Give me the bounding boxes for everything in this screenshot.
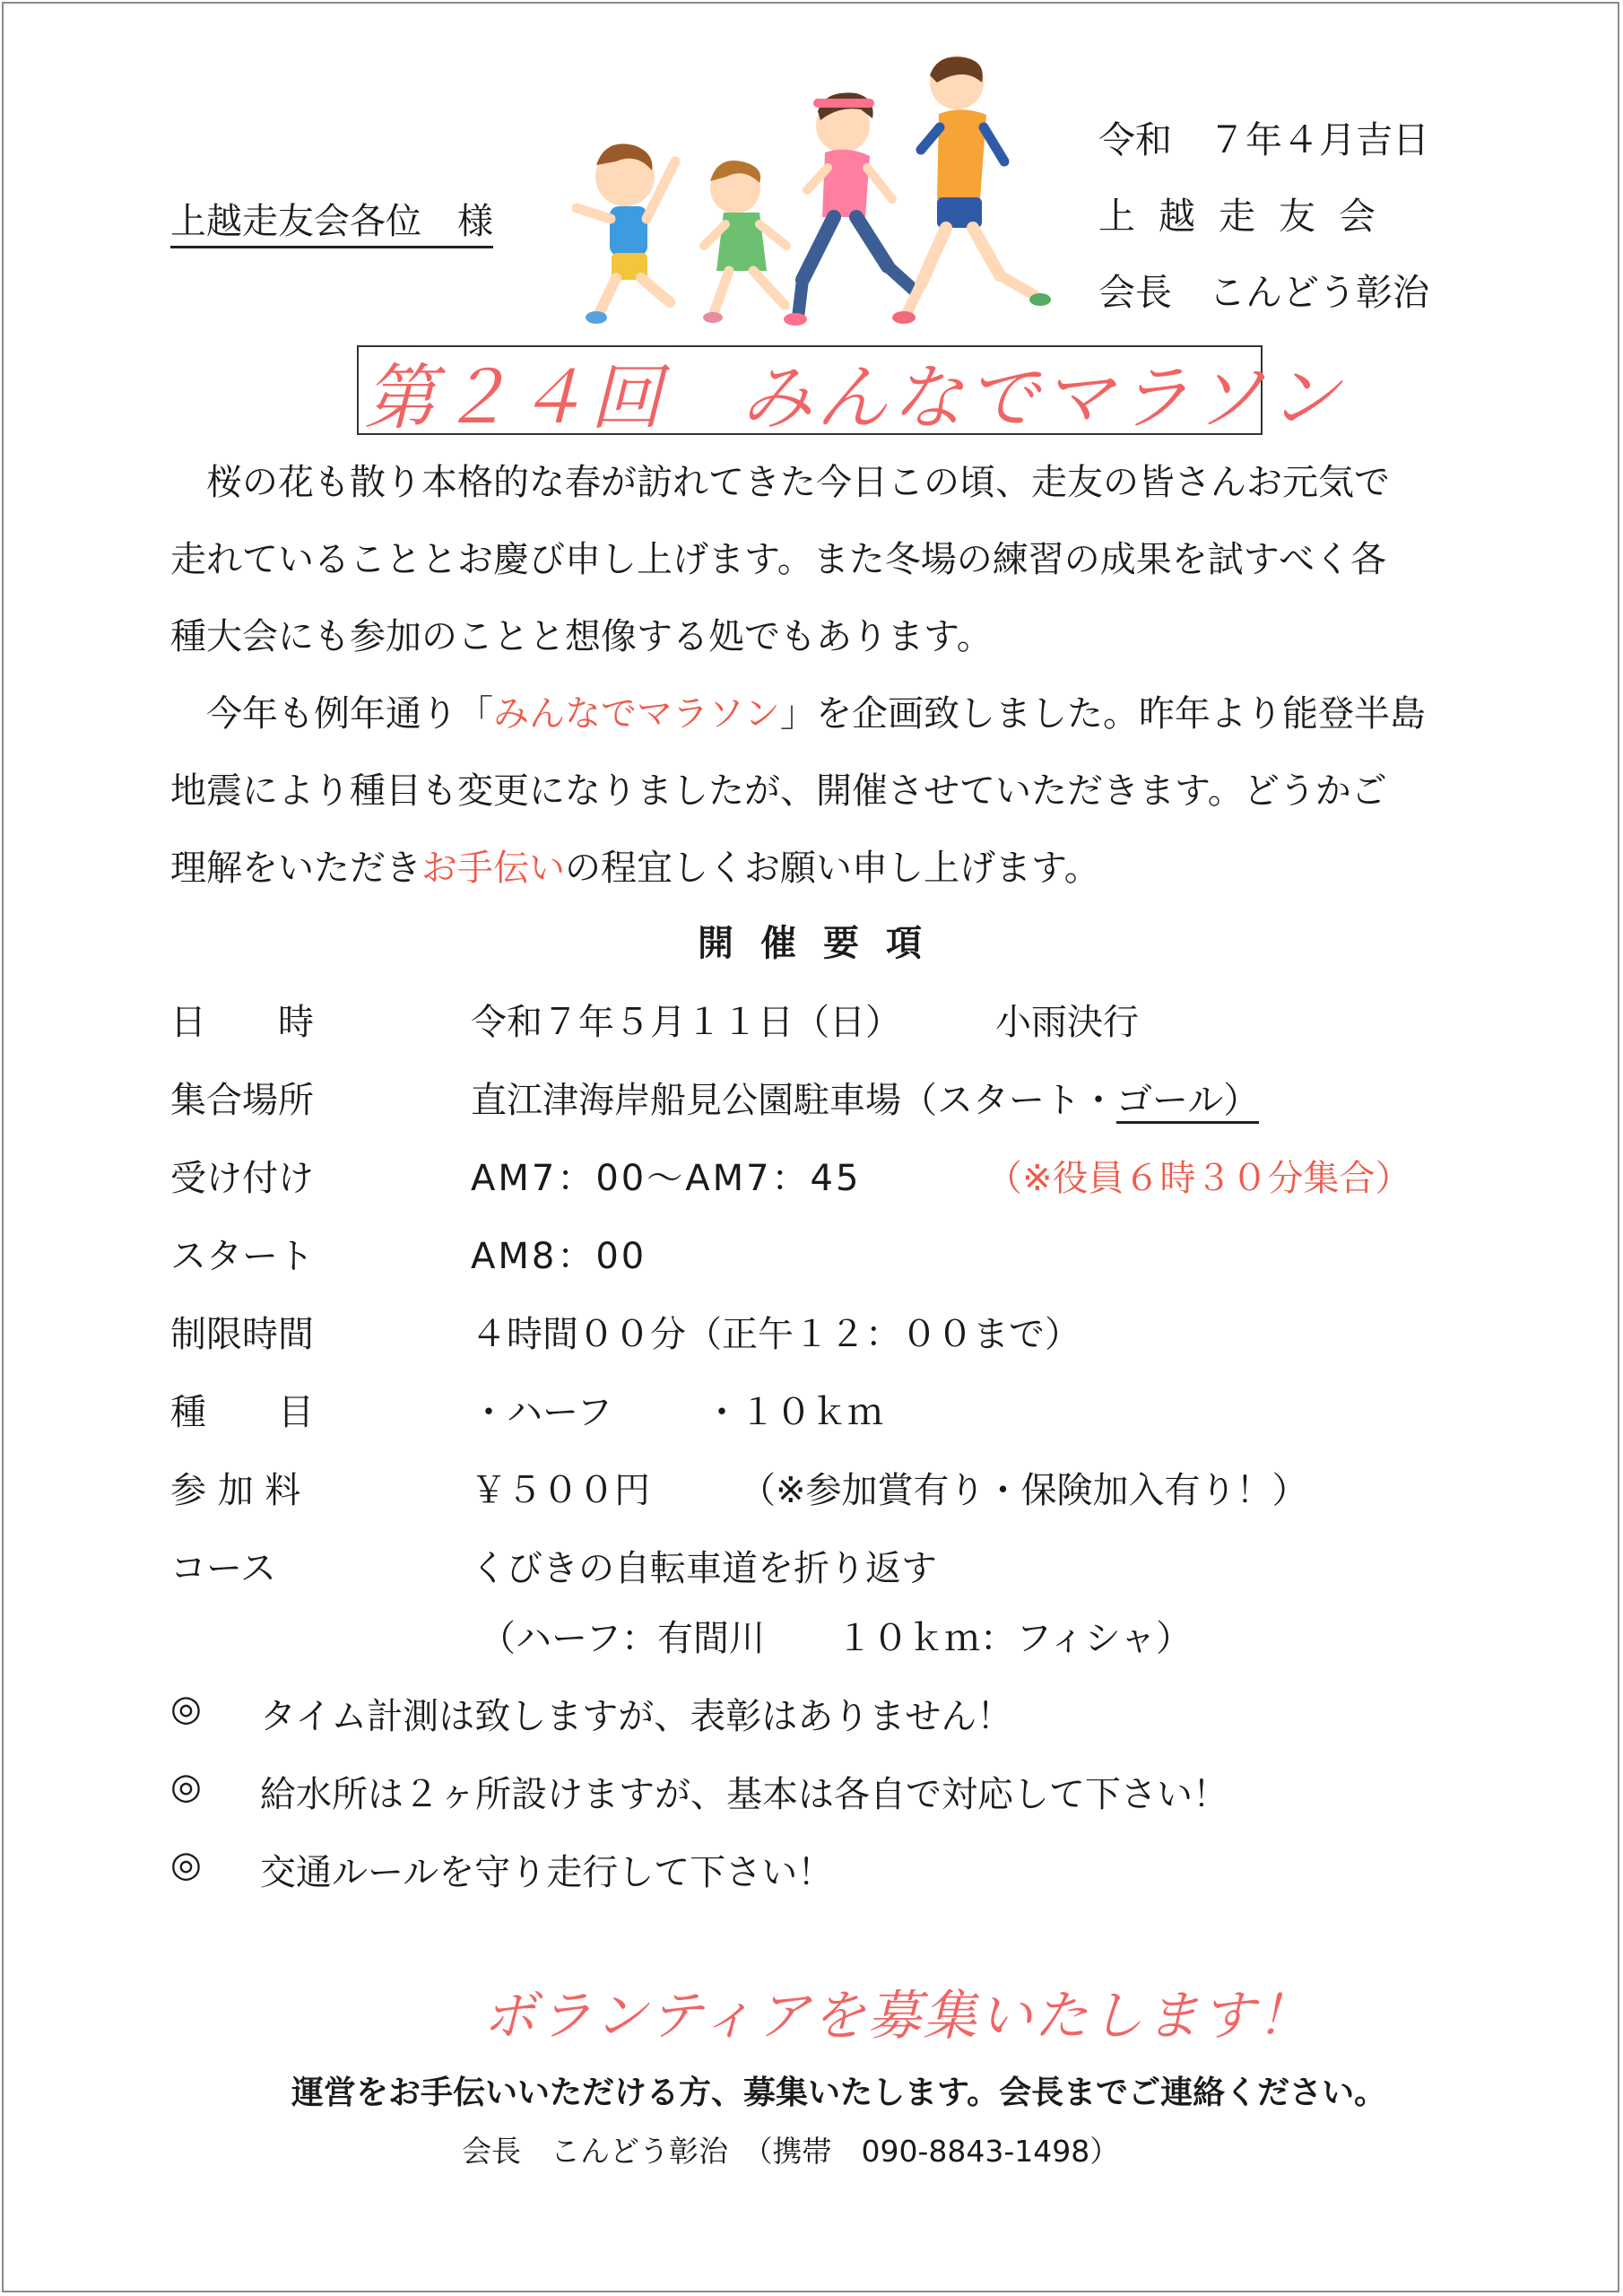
fee-label: 参 加 料 xyxy=(170,1470,301,1511)
event-title: 第２４回 みんなでマラソン xyxy=(364,356,1343,439)
reception-note: （※役員６時３０分集合） xyxy=(986,1158,1411,1199)
intro-p2-text: 今年も例年通り「 xyxy=(206,693,493,735)
limit-value: ４時間００分（正午１２：００まで） xyxy=(471,1314,1081,1355)
note-item xyxy=(170,1766,1228,1815)
start-value: AM8：00 xyxy=(471,1236,647,1277)
organization-name: 上越走友会 xyxy=(1098,195,1399,238)
runner-woman xyxy=(784,92,915,326)
note-mark-icon: ◎ xyxy=(170,1688,202,1729)
intro-p2-text: 」を企画致しました。昨年より能登半島 xyxy=(780,693,1426,735)
intro-p2-text: の程宜しくお願い申し上げます。 xyxy=(565,848,1100,889)
course-value: くびきの自転車道を折り返す xyxy=(471,1548,937,1589)
note-mark-icon: ◎ xyxy=(170,1844,202,1885)
runner-boy xyxy=(577,144,675,324)
note-item xyxy=(170,1844,834,1893)
contact-info: 会長 こんどう彰治 （携帯 090-8843-1498） xyxy=(462,2134,1120,2169)
date-value: 令和７年５月１１日（日） xyxy=(471,1002,901,1043)
note-mark-icon: ◎ xyxy=(170,1766,202,1807)
runner-girl xyxy=(703,161,786,323)
reception-value: AM7：00～AM7：45 xyxy=(471,1158,862,1199)
place-goal: ゴール） xyxy=(1116,1080,1259,1124)
note-text: 交通ルールを守り走行して下さい！ xyxy=(260,1852,834,1893)
course-sub: （ハーフ：有間川 １０ｋｍ：フィシャ） xyxy=(480,1618,1192,1659)
event-label: 種 目 xyxy=(170,1392,314,1433)
course-label: コース xyxy=(170,1548,276,1589)
intro-help-text: お手伝い xyxy=(421,848,565,889)
volunteer-heading: ボランティアを募集いたします！ xyxy=(482,1985,1313,2048)
place-label: 集合場所 xyxy=(170,1080,314,1121)
intro-event-name: みんなでマラソン xyxy=(493,693,780,735)
intro-p1-line2: 走れていることとお慶び申し上げます。また冬場の練習の成果を試すべく各 xyxy=(170,539,1386,580)
place-value xyxy=(471,1072,1259,1123)
date-label: 日 時 xyxy=(170,1002,314,1043)
volunteer-body: 運営をお手伝いいただける方、募集いたします。会長までご連絡ください。 xyxy=(291,2074,1387,2111)
event-value-10km: ・１０ｋｍ xyxy=(704,1392,883,1433)
intro-p2-line2: 地震により種目も変更になりましたが、開催させていただきます。どうかご xyxy=(170,770,1387,812)
intro-p2-line3 xyxy=(170,830,1100,907)
addressee: 上越走友会各位 様 xyxy=(170,193,493,248)
intro-p1-line3: 種大会にも参加のことと想像する処でもあります。 xyxy=(170,616,993,657)
date-note: 小雨決行 xyxy=(995,1002,1139,1043)
runners-illustration xyxy=(551,56,1054,334)
note-text: 給水所は２ヶ所設けますが、基本は各自で対応して下さい！ xyxy=(260,1774,1228,1815)
intro-p2-text: 理解をいただき xyxy=(170,848,421,889)
fee-note: （※参加賞有り・保険加入有り！） xyxy=(740,1470,1308,1511)
note-text: タイム計測は致しますが、表彰はありません！ xyxy=(260,1696,1013,1737)
president-name: 会長 こんどう彰治 xyxy=(1098,271,1429,314)
place-text: 直江津海岸船見公園駐車場（スタート・ xyxy=(471,1080,1116,1121)
event-value-half: ・ハーフ xyxy=(471,1392,612,1433)
title-box xyxy=(357,345,1343,439)
fee-value: ￥５００円 xyxy=(471,1470,650,1511)
note-item xyxy=(170,1688,1013,1737)
intro-p1-line1: 桜の花も散り本格的な春が訪れてきた今日この頃、走友の皆さんお元気で xyxy=(206,462,1390,503)
issue-date: 令和 ７年４月吉日 xyxy=(1098,118,1429,161)
reception-label: 受け付け xyxy=(170,1158,314,1199)
start-label: スタート xyxy=(170,1236,314,1277)
section-title: 開催要項 xyxy=(698,923,949,964)
intro-p2-line1 xyxy=(206,675,1426,752)
limit-label: 制限時間 xyxy=(170,1314,314,1355)
runner-man xyxy=(892,56,1051,324)
